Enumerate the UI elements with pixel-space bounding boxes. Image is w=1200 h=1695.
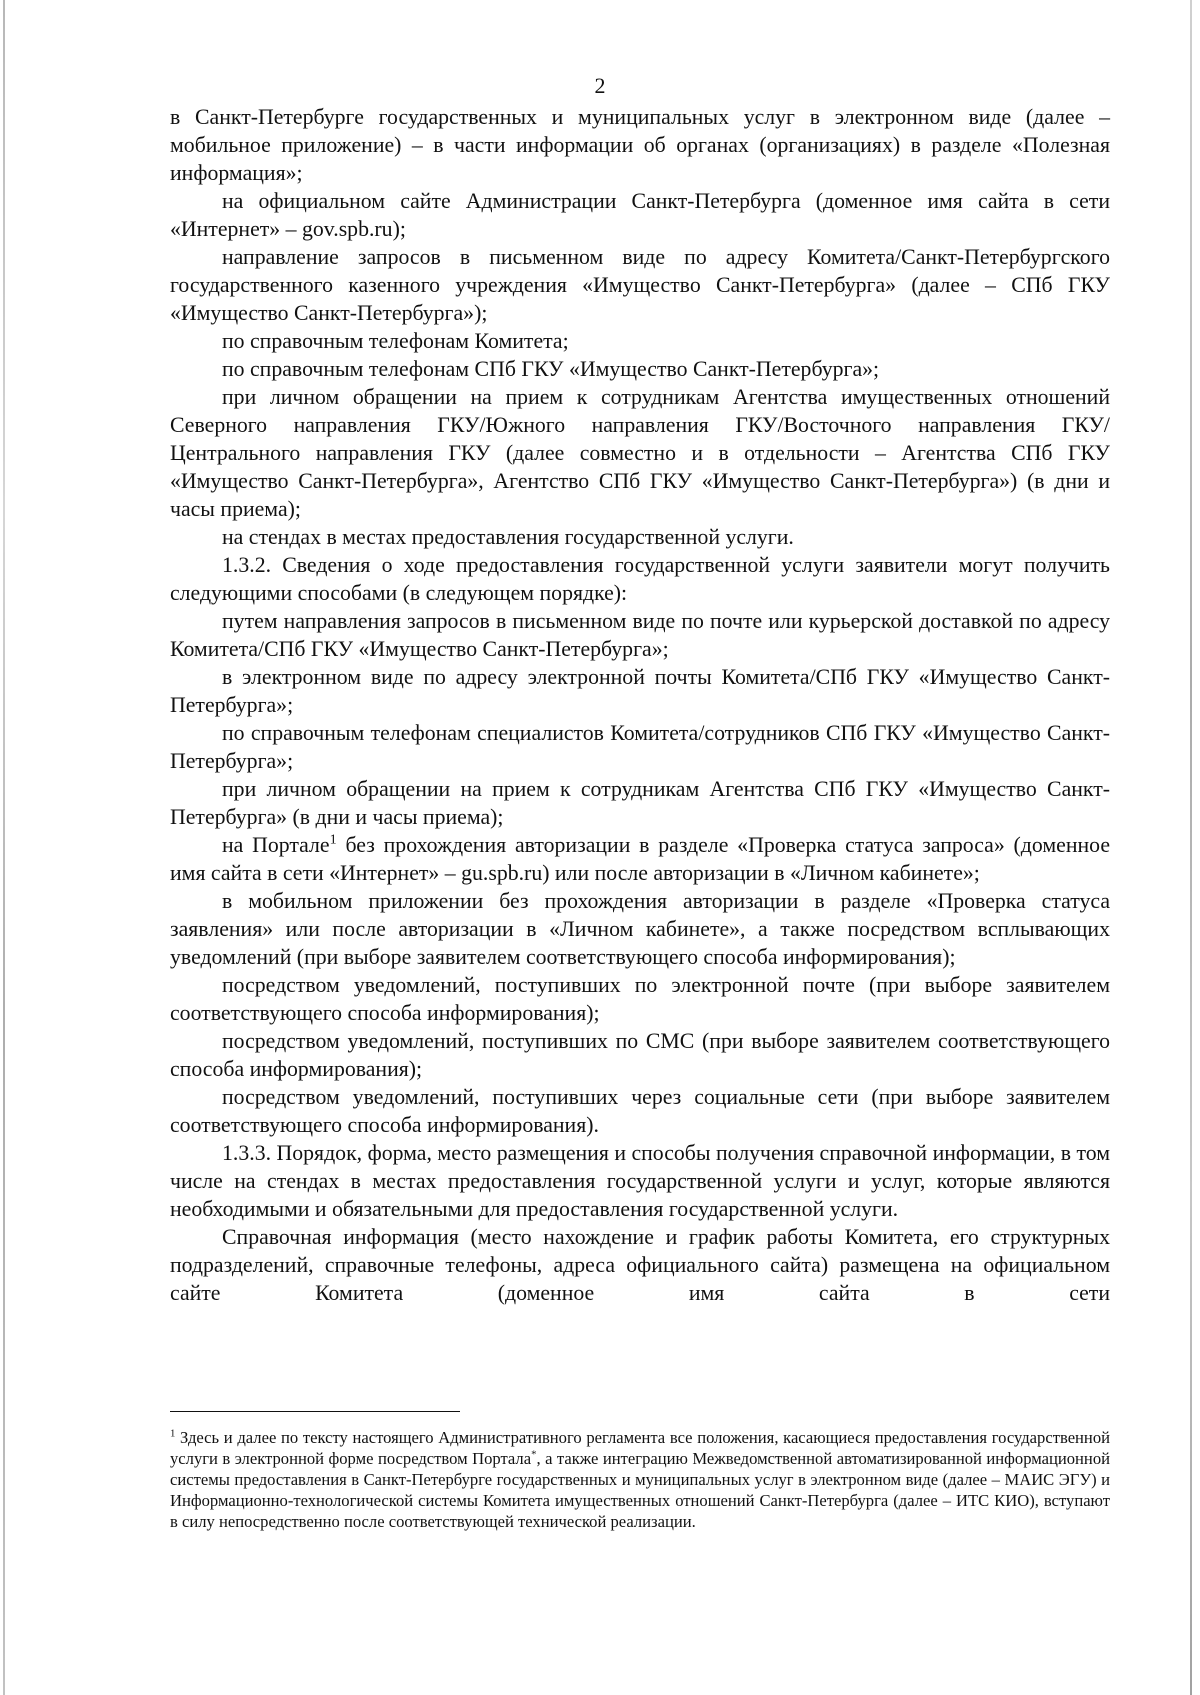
paragraph: по справочным телефонам специалистов Комитета/сотрудников СПб ГКУ «Имущество Санкт-Петербурга»; (170, 721, 1110, 773)
paragraph: посредством уведомлений, поступивших по СМС (при выборе заявителем соответствующего способа информирования); (170, 1029, 1110, 1081)
paragraph: посредством уведомлений, поступивших по электронной почте (при выборе заявителем соответствующего способа информирования); (170, 973, 1110, 1025)
footnote-asterisk: * (531, 1448, 537, 1461)
footnote-text-after: , а также интеграцию Межведомственной автоматизированной информационной системы предоставления в Санкт-Петербурге государственных и муниципальных услуг в электронном виде (далее – МАИС ЭГУ) и Информационно-технологической системы Комитета имущественных отношений Санкт-Петербурга (далее – ИТС КИО), вступают в силу непосредственно после соответствующей технической реализации. (170, 1449, 1110, 1531)
footnote-text (170, 1427, 1110, 1532)
footnote-marker: 1 (170, 1427, 176, 1440)
paragraph: направление запросов в письменном виде по адресу Комитета/Санкт-Петербургского государственного казенного учреждения «Имущество Санкт-Петербурга» (далее – СПб ГКУ «Имущество Санкт-Петербурга»); (170, 245, 1110, 325)
footnote-divider (170, 1411, 460, 1412)
paragraph: при личном обращении на прием к сотрудникам Агентства имущественных отношений Северного направления ГКУ/Южного направления ГКУ/Восточного направления ГКУ/Центрального направления ГКУ (далее совместно и в отдельности – Агентства СПб ГКУ «Имущество Санкт-Петербурга», Агентство СПб ГКУ «Имущество Санкт-Петербурга») (в дни и часы приема); (170, 385, 1110, 521)
paragraph: по справочным телефонам Комитета; (222, 329, 569, 353)
paragraph: при личном обращении на прием к сотрудникам Агентства СПб ГКУ «Имущество Санкт-Петербурга» (в дни и часы приема); (170, 777, 1110, 829)
paragraph: 1.3.2. Сведения о ходе предоставления государственной услуги заявители могут получить следующими способами (в следующем порядке): (170, 553, 1110, 605)
scan-edge-left (3, 0, 5, 1695)
paragraph: на стендах в местах предоставления государственной услуги. (222, 525, 794, 549)
paragraph: посредством уведомлений, поступивших через социальные сети (при выборе заявителем соответствующего способа информирования). (170, 1085, 1110, 1137)
footnote (170, 1427, 1110, 1532)
scan-edge-right (1190, 0, 1192, 1695)
portal-text-after: без прохождения авторизации в разделе «Проверка статуса запроса» (доменное имя сайта в сети «Интернет» – gu.spb.ru) или после авторизации в «Личном кабинете»; (170, 833, 1111, 885)
paragraph: в мобильном приложении без прохождения авторизации в разделе «Проверка статуса заявления» или после авторизации в «Личном кабинете», а также посредством всплывающих уведомлений (при выборе заявителем соответствующего способа информирования); (170, 889, 1110, 969)
footnote-text-before: Здесь и далее по тексту настоящего Административного регламента все положения, касающиеся предоставления государственной услуги в электронной форме посредством Портала (170, 1428, 1110, 1468)
document-body (170, 103, 1110, 1307)
paragraph: Справочная информация (место нахождение и график работы Комитета, его структурных подразделений, справочные телефоны, адреса официального сайта) размещена на официальном сайте Комитета (доменное имя сайта в сети (170, 1225, 1110, 1305)
paragraph: 1.3.3. Порядок, форма, место размещения и способы получения справочной информации, в том числе на стендах в местах предоставления государственной услуги и услуг, которые являются необходимыми и обязательными для предоставления государственной услуги. (170, 1141, 1110, 1221)
page-number: 2 (594, 73, 606, 98)
paragraph: в Санкт-Петербурге государственных и муниципальных услуг в электронном виде (далее – мобильное приложение) – в части информации об органах (организациях) в разделе «Полезная информация»; (170, 105, 1110, 185)
paragraph: на официальном сайте Администрации Санкт-Петербурга (доменное имя сайта в сети «Интернет» – gov.spb.ru); (170, 189, 1110, 241)
paragraph-portal (170, 831, 1110, 887)
paragraph: путем направления запросов в письменном виде по почте или курьерской доставкой по адресу Комитета/СПб ГКУ «Имущество Санкт-Петербурга»; (170, 609, 1110, 661)
paragraph: по справочным телефонам СПб ГКУ «Имущество Санкт-Петербурга»; (222, 357, 880, 381)
paragraph: в электронном виде по адресу электронной почты Комитета/СПб ГКУ «Имущество Санкт-Петербурга»; (170, 665, 1110, 717)
footnote-reference[interactable]: 1 (329, 831, 337, 848)
portal-text-before: на Портале (222, 833, 330, 857)
